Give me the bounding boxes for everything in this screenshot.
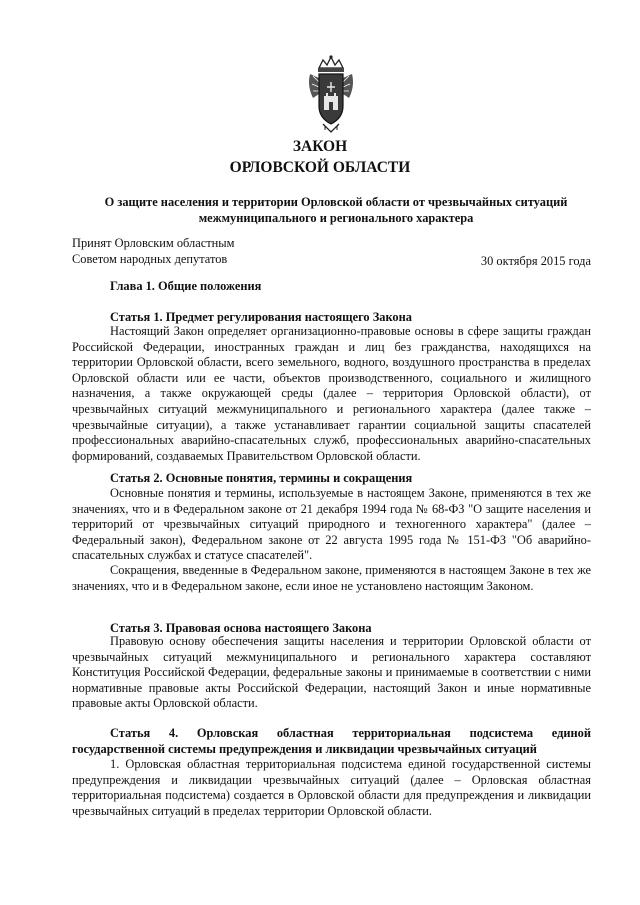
law-subtitle: О защите населения и территории Орловской области от чрезвычайных ситуаций межмуниципального и регионального характера xyxy=(104,195,568,225)
chapter-1-title: Глава 1. Общие положения xyxy=(110,279,262,293)
article-2-paragraph-1: Основные понятия и термины, используемые в настоящем Законе, применяются в тех же значениях, что и в Федеральном законе от 21 декабря 1994 года № 68-ФЗ "О защите населения и территорий от чрезвычайных ситуаций природного и техногенного характера" (далее – Федеральный закон), Федеральном законе от 22 августа 1995 года № 151-ФЗ "Об аварийно-спасательных службах и статусе спасателей". xyxy=(72,486,591,563)
article-3-paragraph: Правовую основу обеспечения защиты населения и территории Орловской области от чрезвычайных ситуаций межмуниципального и регионального характера составляют Конституция Российской Федерации, федеральные законы и принимаемые в соответствии с ними нормативные правовые акты Российской Федерации, настоящий Закон и иные нормативные правовые акты Орловской области. xyxy=(72,634,591,711)
adoption-line2: Советом народных депутатов xyxy=(72,252,228,266)
orel-oblast-coat-of-arms-icon xyxy=(305,54,357,134)
article-4-title: Статья 4. Орловская областная территориальная подсистема единой государственной системы предупреждения и ликвидации чрезвычайных ситуаций xyxy=(72,726,591,756)
article-1-paragraph: Настоящий Закон определяет организационно-правовые основы в сфере защиты граждан Российской Федерации, иностранных граждан и лиц без гражданства, находящихся на территории Орловской области, всего земельного, водного, воздушного пространства в пределах Орловской области или ее части, объектов производственного, социального и жилищного назначения, а также окружающей среды (далее – территория Орловской области), от чрезвычайных ситуаций межмуниципального и регионального характера (далее также – чрезвычайные ситуации), а также устанавливает гарантии социальной защиты спасателей профессиональных аварийно-спасательных служб, профессиональных аварийно-спасательных формирований, создаваемых Правительством Орловской области. xyxy=(72,324,591,463)
article-3-title: Статья 3. Правовая основа настоящего Закона xyxy=(110,621,372,635)
adoption-line1: Принят Орловским областным xyxy=(72,236,235,250)
article-1-title: Статья 1. Предмет регулирования настоящего Закона xyxy=(110,310,412,324)
article-2-paragraph-2: Сокращения, введенные в Федеральном законе, применяются в настоящем Законе в тех же значениях, что и в Федеральном законе, если иное не установлено настоящим Законом. xyxy=(72,563,591,593)
article-4-paragraph: 1. Орловская областная территориальная подсистема единой государственной системы предупреждения и ликвидации чрезвычайных ситуаций (далее – Орловская областная территориальная подсистема) создается в Орловской области для предупреждения и ликвидации чрезвычайных ситуаций в пределах территории Орловской области. xyxy=(72,757,591,818)
document-title-line1: ЗАКОН xyxy=(292,138,348,155)
article-2-title: Статья 2. Основные понятия, термины и сокращения xyxy=(110,471,413,485)
adoption-date: 30 октября 2015 года xyxy=(480,254,591,268)
document-title-line2: ОРЛОВСКОЙ ОБЛАСТИ xyxy=(229,159,411,176)
